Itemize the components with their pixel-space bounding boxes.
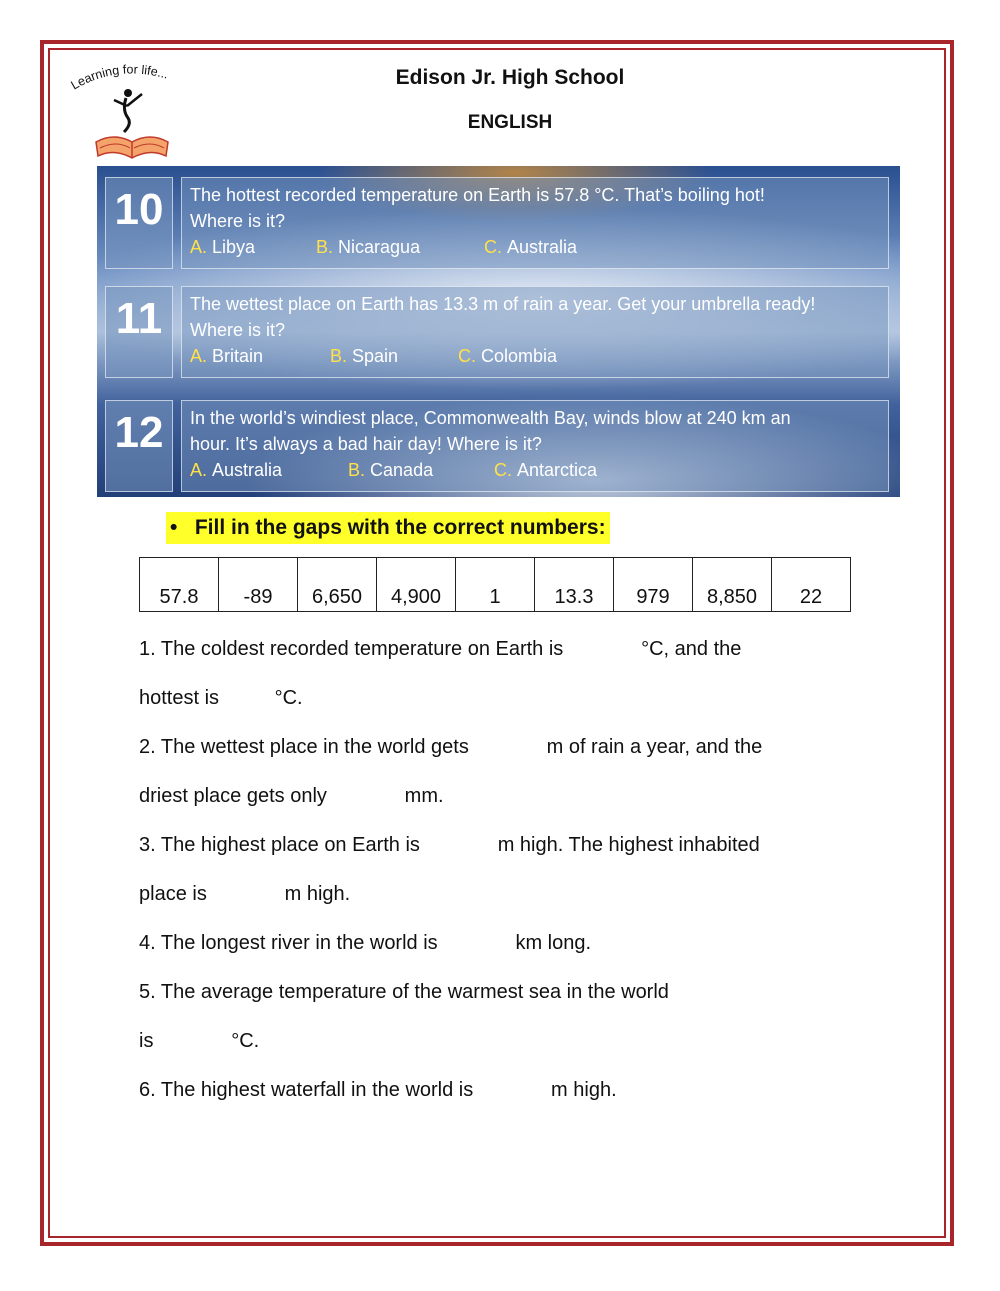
option-text: Australia	[212, 460, 283, 480]
question-number: 10	[105, 177, 173, 269]
school-logo	[66, 60, 198, 165]
gap-sentence-5a: 5. The average temperature of the warmest sea in the world	[139, 981, 669, 1003]
number-bank-table	[139, 557, 851, 612]
quiz-banner	[97, 166, 900, 497]
gap-sentence-5b: is °C.	[139, 1030, 260, 1052]
number-cell: 57.8	[140, 558, 219, 612]
question-11	[105, 286, 889, 378]
option-letter: B.	[330, 346, 348, 366]
question-text-box	[181, 400, 889, 492]
option-text: Nicaragua	[338, 237, 421, 257]
logo-text: Learning for life...	[68, 62, 170, 93]
question-line: The wettest place on Earth has 13.3 m of rain a year. Get your umbrella ready!	[190, 294, 816, 314]
number-cell: 13.3	[535, 558, 614, 612]
gap-sentence-2b: driest place gets only mm.	[139, 785, 444, 807]
options	[190, 457, 888, 483]
gap-sentence-3b: place is m high.	[139, 883, 351, 905]
gap-sentence-2a: 2. The wettest place in the world gets m of rain a year, and the	[139, 736, 763, 758]
number-cell: 4,900	[377, 558, 456, 612]
option-text: Antarctica	[517, 460, 598, 480]
gap-sentence-6: 6. The highest waterfall in the world is m high.	[139, 1079, 617, 1101]
gap-sentence-3a: 3. The highest place on Earth is m high. The highest inhabited	[139, 834, 760, 856]
subject-title: ENGLISH	[467, 112, 553, 133]
number-cell: 6,650	[298, 558, 377, 612]
option-text: Colombia	[481, 346, 558, 366]
number-cell: 8,850	[693, 558, 772, 612]
option-text: Canada	[370, 460, 434, 480]
question-line: In the world’s windiest place, Commonwealth Bay, winds blow at 240 km an	[190, 408, 791, 428]
options	[190, 343, 888, 369]
number-cell: 22	[772, 558, 851, 612]
school-name: Edison Jr. High School	[395, 66, 625, 89]
number-cell: 979	[614, 558, 693, 612]
option-letter: C.	[458, 346, 476, 366]
options	[190, 234, 888, 260]
option-letter: C.	[494, 460, 512, 480]
question-10	[105, 177, 889, 269]
question-text-box	[181, 286, 889, 378]
instruction-text: Fill in the gaps with the correct numbers:	[194, 516, 606, 539]
instruction: • Fill in the gaps with the correct numbers:	[166, 512, 610, 544]
option-text: Australia	[507, 237, 578, 257]
question-12	[105, 400, 889, 492]
question-line: Where is it?	[190, 211, 286, 231]
question-number: 12	[105, 400, 173, 492]
option-letter: B.	[316, 237, 334, 257]
option-text: Libya	[212, 237, 256, 257]
gap-sentence-1a: 1. The coldest recorded temperature on Earth is °C, and the	[139, 638, 742, 660]
number-cell: -89	[219, 558, 298, 612]
question-number: 11	[105, 286, 173, 378]
option-letter: A.	[190, 237, 208, 257]
svg-text:Learning for life...	[69, 62, 170, 92]
gap-sentence-1b: hottest is °C.	[139, 687, 303, 709]
question-line: hour. It’s always a bad hair day! Where is it?	[190, 434, 542, 454]
option-letter: A.	[190, 346, 208, 366]
option-letter: A.	[190, 460, 208, 480]
number-cell: 1	[456, 558, 535, 612]
option-text: Britain	[212, 346, 264, 366]
question-line: The hottest recorded temperature on Earth is 57.8 °C. That’s boiling hot!	[190, 185, 765, 205]
gap-sentence-4: 4. The longest river in the world is km long.	[139, 932, 592, 954]
option-letter: B.	[348, 460, 366, 480]
question-line: Where is it?	[190, 320, 286, 340]
option-letter: C.	[484, 237, 502, 257]
option-text: Spain	[352, 346, 399, 366]
question-text-box	[181, 177, 889, 269]
